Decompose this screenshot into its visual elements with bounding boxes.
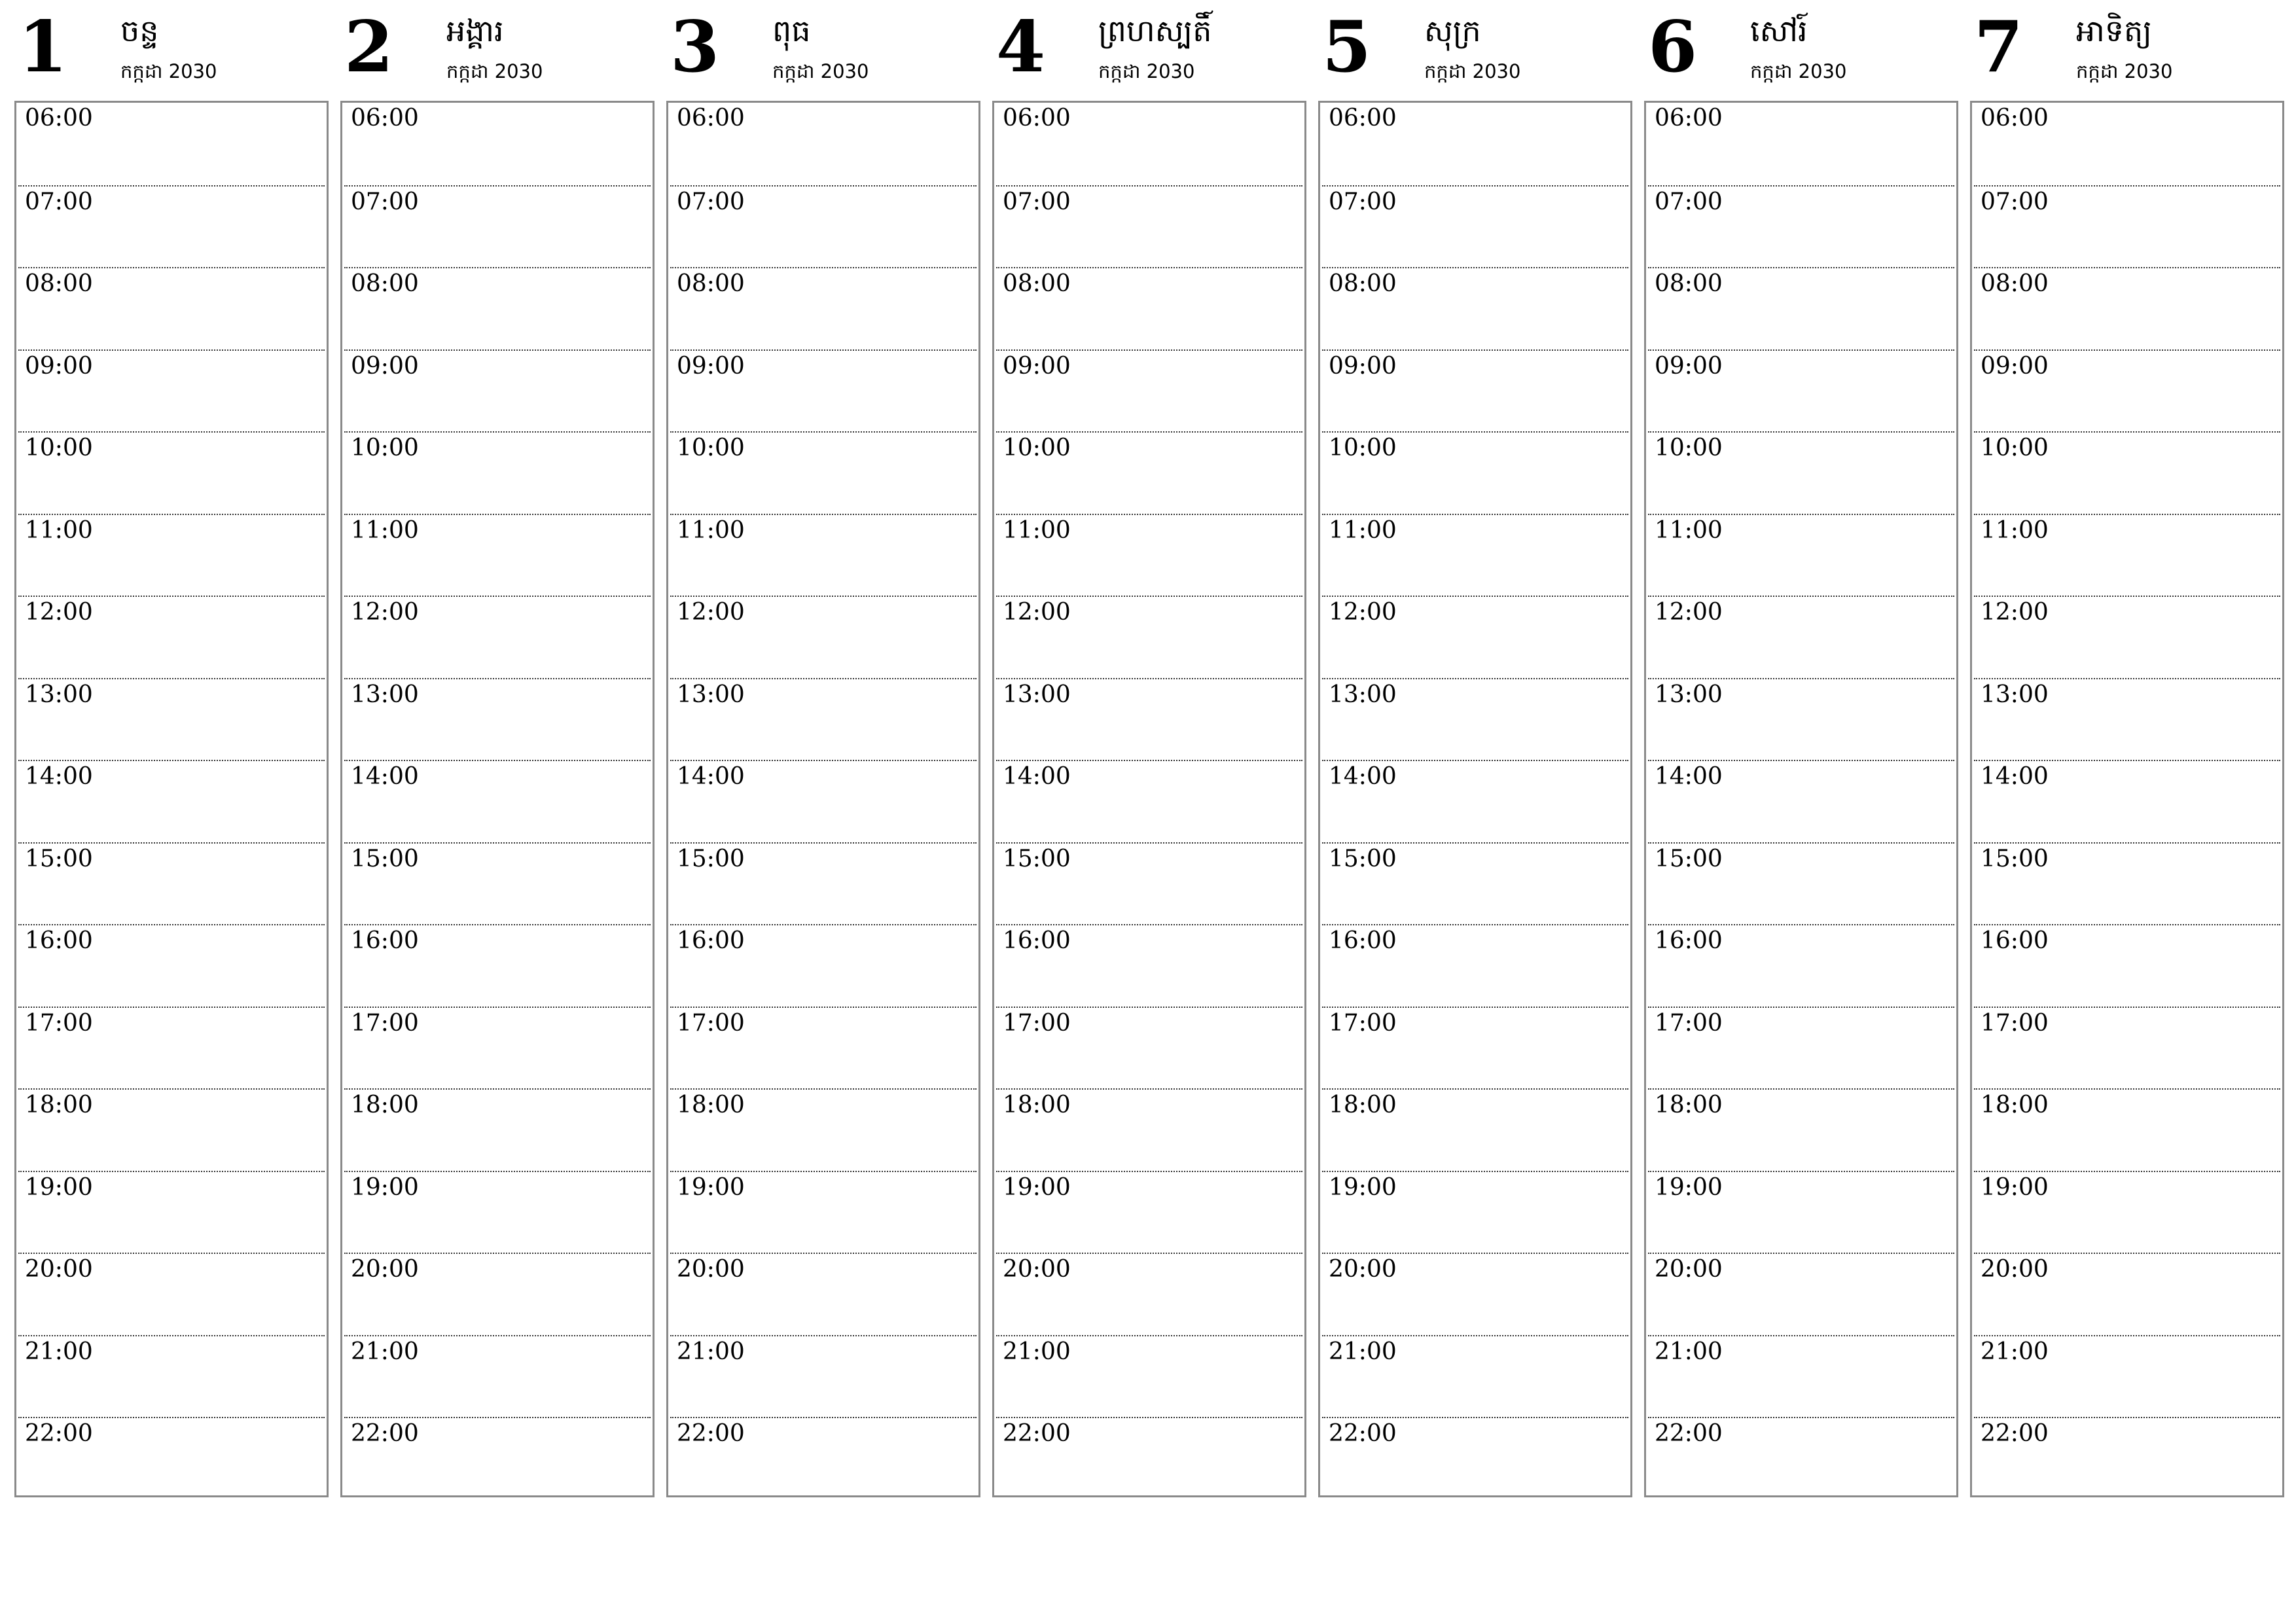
time-slot[interactable] — [670, 431, 977, 514]
time-slot[interactable] — [1974, 185, 2280, 268]
time-label: 16:00 — [25, 927, 93, 954]
time-slot[interactable] — [1322, 760, 1628, 842]
time-slot[interactable] — [1322, 514, 1628, 596]
time-label: 14:00 — [1329, 763, 1397, 790]
day-name: ចន្ទ — [120, 13, 159, 48]
time-slot[interactable] — [1648, 1417, 1954, 1499]
time-label: 20:00 — [677, 1256, 745, 1283]
time-slot[interactable] — [1648, 924, 1954, 1007]
time-label: 07:00 — [1655, 188, 1723, 215]
time-slot[interactable] — [1322, 185, 1628, 268]
day-name: សៅរ៍ — [1750, 13, 1808, 48]
time-label: 19:00 — [351, 1173, 419, 1201]
time-label: 19:00 — [1003, 1173, 1071, 1201]
time-label: 22:00 — [351, 1420, 419, 1447]
month-year-label: កក្កដា 2030 — [1098, 60, 1195, 82]
time-slot[interactable] — [1648, 760, 1954, 842]
time-slot[interactable] — [1322, 103, 1628, 185]
time-label: 10:00 — [677, 435, 745, 461]
time-label: 14:00 — [677, 763, 745, 790]
time-slot[interactable] — [670, 103, 977, 185]
time-slot[interactable] — [996, 596, 1302, 678]
time-label: 09:00 — [677, 352, 745, 380]
time-label: 06:00 — [1329, 105, 1397, 132]
time-label: 21:00 — [351, 1338, 419, 1365]
time-label: 13:00 — [1329, 681, 1397, 708]
day-schedule-box — [1644, 101, 1958, 1497]
time-slot[interactable] — [18, 1171, 325, 1253]
time-slot[interactable] — [1974, 1007, 2280, 1089]
time-label: 21:00 — [1329, 1338, 1397, 1365]
time-label: 10:00 — [1981, 435, 2049, 461]
time-label: 08:00 — [1981, 270, 2049, 297]
time-slot[interactable] — [344, 349, 651, 432]
time-slot[interactable] — [1322, 1007, 1628, 1089]
time-label: 07:00 — [1003, 188, 1071, 215]
time-label: 21:00 — [677, 1338, 745, 1365]
time-label: 17:00 — [1655, 1009, 1723, 1037]
time-slot[interactable] — [1322, 596, 1628, 678]
day-name: អង្គារ — [446, 13, 504, 48]
time-label: 12:00 — [1981, 599, 2049, 626]
time-slot[interactable] — [1974, 842, 2280, 925]
time-slot[interactable] — [670, 1335, 977, 1418]
time-slot[interactable] — [1648, 185, 1954, 268]
time-label: 06:00 — [351, 105, 419, 132]
time-slot[interactable] — [1648, 1007, 1954, 1089]
time-slot[interactable] — [18, 678, 325, 760]
time-slot[interactable] — [344, 431, 651, 514]
time-label: 09:00 — [1329, 352, 1397, 380]
time-label: 20:00 — [1003, 1256, 1071, 1283]
month-year-label: កក្កដា 2030 — [120, 60, 217, 82]
time-slot[interactable] — [18, 185, 325, 268]
time-label: 15:00 — [25, 845, 93, 872]
time-slot[interactable] — [1322, 1171, 1628, 1253]
time-label: 08:00 — [1655, 270, 1723, 297]
time-slot[interactable] — [344, 267, 651, 349]
time-label: 11:00 — [1003, 516, 1071, 544]
day-header — [1318, 0, 1632, 98]
time-slot[interactable] — [670, 349, 977, 432]
time-slot[interactable] — [18, 760, 325, 842]
time-label: 16:00 — [1981, 927, 2049, 954]
time-label: 16:00 — [1655, 927, 1723, 954]
time-slot[interactable] — [344, 185, 651, 268]
day-header — [1644, 0, 1958, 98]
time-label: 14:00 — [25, 763, 93, 790]
month-year-label: កក្កដា 2030 — [772, 60, 869, 82]
day-name: ព្រហស្បតិ៍ — [1098, 13, 1212, 48]
time-slot[interactable] — [344, 1417, 651, 1499]
time-slot[interactable] — [670, 1253, 977, 1335]
time-label: 20:00 — [1981, 1256, 2049, 1283]
time-slot[interactable] — [670, 185, 977, 268]
day-header — [1970, 0, 2284, 98]
time-label: 18:00 — [1003, 1092, 1071, 1118]
time-slot[interactable] — [344, 1171, 651, 1253]
time-label: 13:00 — [1003, 681, 1071, 708]
time-label: 10:00 — [1003, 435, 1071, 461]
time-label: 15:00 — [1003, 845, 1071, 872]
day-header — [992, 0, 1306, 98]
time-slot[interactable] — [1322, 924, 1628, 1007]
time-label: 12:00 — [1329, 599, 1397, 626]
time-slot[interactable] — [1322, 1253, 1628, 1335]
time-label: 06:00 — [1981, 105, 2049, 132]
time-label: 06:00 — [677, 105, 745, 132]
time-label: 13:00 — [1655, 681, 1723, 708]
time-label: 12:00 — [351, 599, 419, 626]
time-label: 06:00 — [1003, 105, 1071, 132]
day-number: 4 — [996, 6, 1046, 88]
time-slot[interactable] — [344, 103, 651, 185]
time-label: 15:00 — [351, 845, 419, 872]
time-label: 08:00 — [25, 270, 93, 297]
time-slot[interactable] — [1974, 349, 2280, 432]
time-label: 10:00 — [25, 435, 93, 461]
time-label: 22:00 — [1655, 1420, 1723, 1447]
time-label: 16:00 — [1329, 927, 1397, 954]
time-slot[interactable] — [1648, 349, 1954, 432]
time-slot[interactable] — [18, 349, 325, 432]
time-slot[interactable] — [344, 596, 651, 678]
time-label: 22:00 — [1003, 1420, 1071, 1447]
time-label: 19:00 — [677, 1173, 745, 1201]
time-slot[interactable] — [996, 760, 1302, 842]
time-label: 15:00 — [677, 845, 745, 872]
time-label: 20:00 — [351, 1256, 419, 1283]
time-label: 14:00 — [1655, 763, 1723, 790]
day-number: 2 — [344, 6, 394, 88]
day-number: 5 — [1322, 6, 1372, 88]
time-label: 16:00 — [677, 927, 745, 954]
time-label: 12:00 — [1003, 599, 1071, 626]
time-slot[interactable] — [996, 1171, 1302, 1253]
time-slot[interactable] — [1648, 431, 1954, 514]
time-slot[interactable] — [1648, 1088, 1954, 1171]
time-label: 07:00 — [677, 188, 745, 215]
time-slot[interactable] — [18, 596, 325, 678]
time-label: 18:00 — [1655, 1092, 1723, 1118]
time-slot[interactable] — [344, 1253, 651, 1335]
time-slot[interactable] — [18, 514, 325, 596]
day-name: សុក្រ — [1424, 13, 1481, 48]
time-label: 21:00 — [1655, 1338, 1723, 1365]
time-slot[interactable] — [996, 678, 1302, 760]
time-label: 10:00 — [1329, 435, 1397, 461]
time-label: 07:00 — [25, 188, 93, 215]
time-label: 09:00 — [1003, 352, 1071, 380]
time-slot[interactable] — [18, 1335, 325, 1418]
day-number: 3 — [670, 6, 720, 88]
day-header — [340, 0, 655, 98]
time-slot[interactable] — [1974, 1335, 2280, 1418]
time-slot[interactable] — [996, 431, 1302, 514]
time-label: 11:00 — [677, 516, 745, 544]
time-slot[interactable] — [996, 842, 1302, 925]
time-label: 13:00 — [25, 681, 93, 708]
time-label: 22:00 — [1981, 1420, 2049, 1447]
time-label: 14:00 — [351, 763, 419, 790]
time-slot[interactable] — [1974, 924, 2280, 1007]
time-slot[interactable] — [344, 924, 651, 1007]
time-slot[interactable] — [18, 431, 325, 514]
time-slot[interactable] — [1648, 1335, 1954, 1418]
day-schedule-box — [1970, 101, 2284, 1497]
month-year-label: កក្កដា 2030 — [1750, 60, 1847, 82]
time-slot[interactable] — [1648, 596, 1954, 678]
time-slot[interactable] — [18, 1088, 325, 1171]
time-slot[interactable] — [1322, 1088, 1628, 1171]
time-label: 20:00 — [25, 1256, 93, 1283]
time-slot[interactable] — [1322, 267, 1628, 349]
time-slot[interactable] — [18, 1417, 325, 1499]
time-label: 17:00 — [1003, 1009, 1071, 1037]
time-slot[interactable] — [1974, 596, 2280, 678]
time-label: 14:00 — [1981, 763, 2049, 790]
month-year-label: កក្កដា 2030 — [446, 60, 543, 82]
time-slot[interactable] — [1648, 842, 1954, 925]
day-schedule-box — [1318, 101, 1632, 1497]
month-year-label: កក្កដា 2030 — [1424, 60, 1521, 82]
time-slot[interactable] — [670, 1171, 977, 1253]
time-label: 14:00 — [1003, 763, 1071, 790]
time-label: 16:00 — [351, 927, 419, 954]
time-label: 09:00 — [1655, 352, 1723, 380]
time-slot[interactable] — [1974, 1171, 2280, 1253]
time-label: 18:00 — [351, 1092, 419, 1118]
time-slot[interactable] — [344, 1335, 651, 1418]
time-label: 12:00 — [25, 599, 93, 626]
time-slot[interactable] — [1648, 267, 1954, 349]
day-name: ពុធ — [772, 13, 811, 48]
time-label: 06:00 — [25, 105, 93, 132]
time-slot[interactable] — [344, 1088, 651, 1171]
time-slot[interactable] — [670, 1088, 977, 1171]
time-label: 11:00 — [1329, 516, 1397, 544]
time-slot[interactable] — [1974, 514, 2280, 596]
time-label: 19:00 — [1981, 1173, 2049, 1201]
day-number: 1 — [18, 6, 68, 88]
day-header — [666, 0, 980, 98]
time-label: 21:00 — [1003, 1338, 1071, 1365]
time-slot[interactable] — [1648, 678, 1954, 760]
time-slot[interactable] — [996, 349, 1302, 432]
time-label: 08:00 — [1003, 270, 1071, 297]
time-slot[interactable] — [996, 514, 1302, 596]
time-slot[interactable] — [996, 267, 1302, 349]
time-label: 08:00 — [677, 270, 745, 297]
time-label: 15:00 — [1329, 845, 1397, 872]
time-slot[interactable] — [996, 1417, 1302, 1499]
time-label: 13:00 — [351, 681, 419, 708]
time-label: 15:00 — [1981, 845, 2049, 872]
time-slot[interactable] — [996, 924, 1302, 1007]
time-slot[interactable] — [18, 103, 325, 185]
time-label: 18:00 — [1329, 1092, 1397, 1118]
time-label: 19:00 — [1655, 1173, 1723, 1201]
time-slot[interactable] — [1974, 267, 2280, 349]
day-number: 6 — [1648, 6, 1698, 88]
time-label: 09:00 — [1981, 352, 2049, 380]
day-name: អាទិត្យ — [2076, 13, 2152, 48]
day-schedule-box — [992, 101, 1306, 1497]
time-slot[interactable] — [1974, 678, 2280, 760]
time-slot[interactable] — [670, 596, 977, 678]
time-label: 22:00 — [25, 1420, 93, 1447]
time-slot[interactable] — [996, 185, 1302, 268]
time-label: 21:00 — [1981, 1338, 2049, 1365]
time-slot[interactable] — [996, 103, 1302, 185]
time-slot[interactable] — [1974, 431, 2280, 514]
month-year-label: កក្កដា 2030 — [2076, 60, 2173, 82]
time-slot[interactable] — [1322, 349, 1628, 432]
time-slot[interactable] — [670, 1007, 977, 1089]
time-slot[interactable] — [996, 1335, 1302, 1418]
time-slot[interactable] — [1322, 1335, 1628, 1418]
time-label: 15:00 — [1655, 845, 1723, 872]
time-label: 20:00 — [1655, 1256, 1723, 1283]
time-label: 20:00 — [1329, 1256, 1397, 1283]
time-slot[interactable] — [670, 678, 977, 760]
time-label: 08:00 — [1329, 270, 1397, 297]
time-label: 22:00 — [1329, 1420, 1397, 1447]
time-label: 11:00 — [1981, 516, 2049, 544]
time-slot[interactable] — [670, 760, 977, 842]
day-schedule-box — [340, 101, 655, 1497]
time-label: 18:00 — [1981, 1092, 2049, 1118]
time-slot[interactable] — [670, 267, 977, 349]
day-schedule-box — [14, 101, 329, 1497]
time-slot[interactable] — [996, 1088, 1302, 1171]
time-label: 17:00 — [677, 1009, 745, 1037]
time-label: 18:00 — [25, 1092, 93, 1118]
time-label: 12:00 — [677, 599, 745, 626]
time-label: 17:00 — [1329, 1009, 1397, 1037]
time-slot[interactable] — [1648, 1253, 1954, 1335]
time-slot[interactable] — [1322, 1417, 1628, 1499]
time-slot[interactable] — [996, 1007, 1302, 1089]
time-slot[interactable] — [18, 1007, 325, 1089]
time-label: 17:00 — [351, 1009, 419, 1037]
time-slot[interactable] — [1648, 1171, 1954, 1253]
time-slot[interactable] — [344, 1007, 651, 1089]
time-slot[interactable] — [344, 760, 651, 842]
time-label: 08:00 — [351, 270, 419, 297]
time-label: 11:00 — [351, 516, 419, 544]
time-slot[interactable] — [344, 678, 651, 760]
time-slot[interactable] — [670, 842, 977, 925]
time-label: 13:00 — [677, 681, 745, 708]
time-slot[interactable] — [1322, 431, 1628, 514]
time-slot[interactable] — [1974, 1088, 2280, 1171]
time-label: 07:00 — [1981, 188, 2049, 215]
time-slot[interactable] — [670, 514, 977, 596]
time-slot[interactable] — [344, 842, 651, 925]
time-label: 09:00 — [25, 352, 93, 380]
time-label: 11:00 — [1655, 516, 1723, 544]
time-label: 19:00 — [25, 1173, 93, 1201]
time-slot[interactable] — [1648, 103, 1954, 185]
time-label: 21:00 — [25, 1338, 93, 1365]
time-label: 07:00 — [351, 188, 419, 215]
day-number: 7 — [1974, 6, 2024, 88]
time-slot[interactable] — [1974, 1417, 2280, 1499]
time-slot[interactable] — [18, 842, 325, 925]
day-header — [14, 0, 329, 98]
time-label: 10:00 — [351, 435, 419, 461]
time-slot[interactable] — [344, 514, 651, 596]
time-slot[interactable] — [18, 267, 325, 349]
time-label: 18:00 — [677, 1092, 745, 1118]
time-label: 11:00 — [25, 516, 93, 544]
time-label: 16:00 — [1003, 927, 1071, 954]
time-slot[interactable] — [1322, 678, 1628, 760]
time-slot[interactable] — [670, 924, 977, 1007]
time-slot[interactable] — [1322, 842, 1628, 925]
time-label: 10:00 — [1655, 435, 1723, 461]
time-label: 17:00 — [25, 1009, 93, 1037]
time-label: 13:00 — [1981, 681, 2049, 708]
time-label: 09:00 — [351, 352, 419, 380]
time-label: 19:00 — [1329, 1173, 1397, 1201]
time-label: 17:00 — [1981, 1009, 2049, 1037]
day-schedule-box — [666, 101, 980, 1497]
time-label: 12:00 — [1655, 599, 1723, 626]
time-label: 22:00 — [677, 1420, 745, 1447]
time-slot[interactable] — [1974, 103, 2280, 185]
time-slot[interactable] — [1974, 1253, 2280, 1335]
time-slot[interactable] — [18, 1253, 325, 1335]
time-slot[interactable] — [670, 1417, 977, 1499]
time-slot[interactable] — [1648, 514, 1954, 596]
time-slot[interactable] — [18, 924, 325, 1007]
time-label: 07:00 — [1329, 188, 1397, 215]
time-slot[interactable] — [1974, 760, 2280, 842]
time-label: 06:00 — [1655, 105, 1723, 132]
time-slot[interactable] — [996, 1253, 1302, 1335]
